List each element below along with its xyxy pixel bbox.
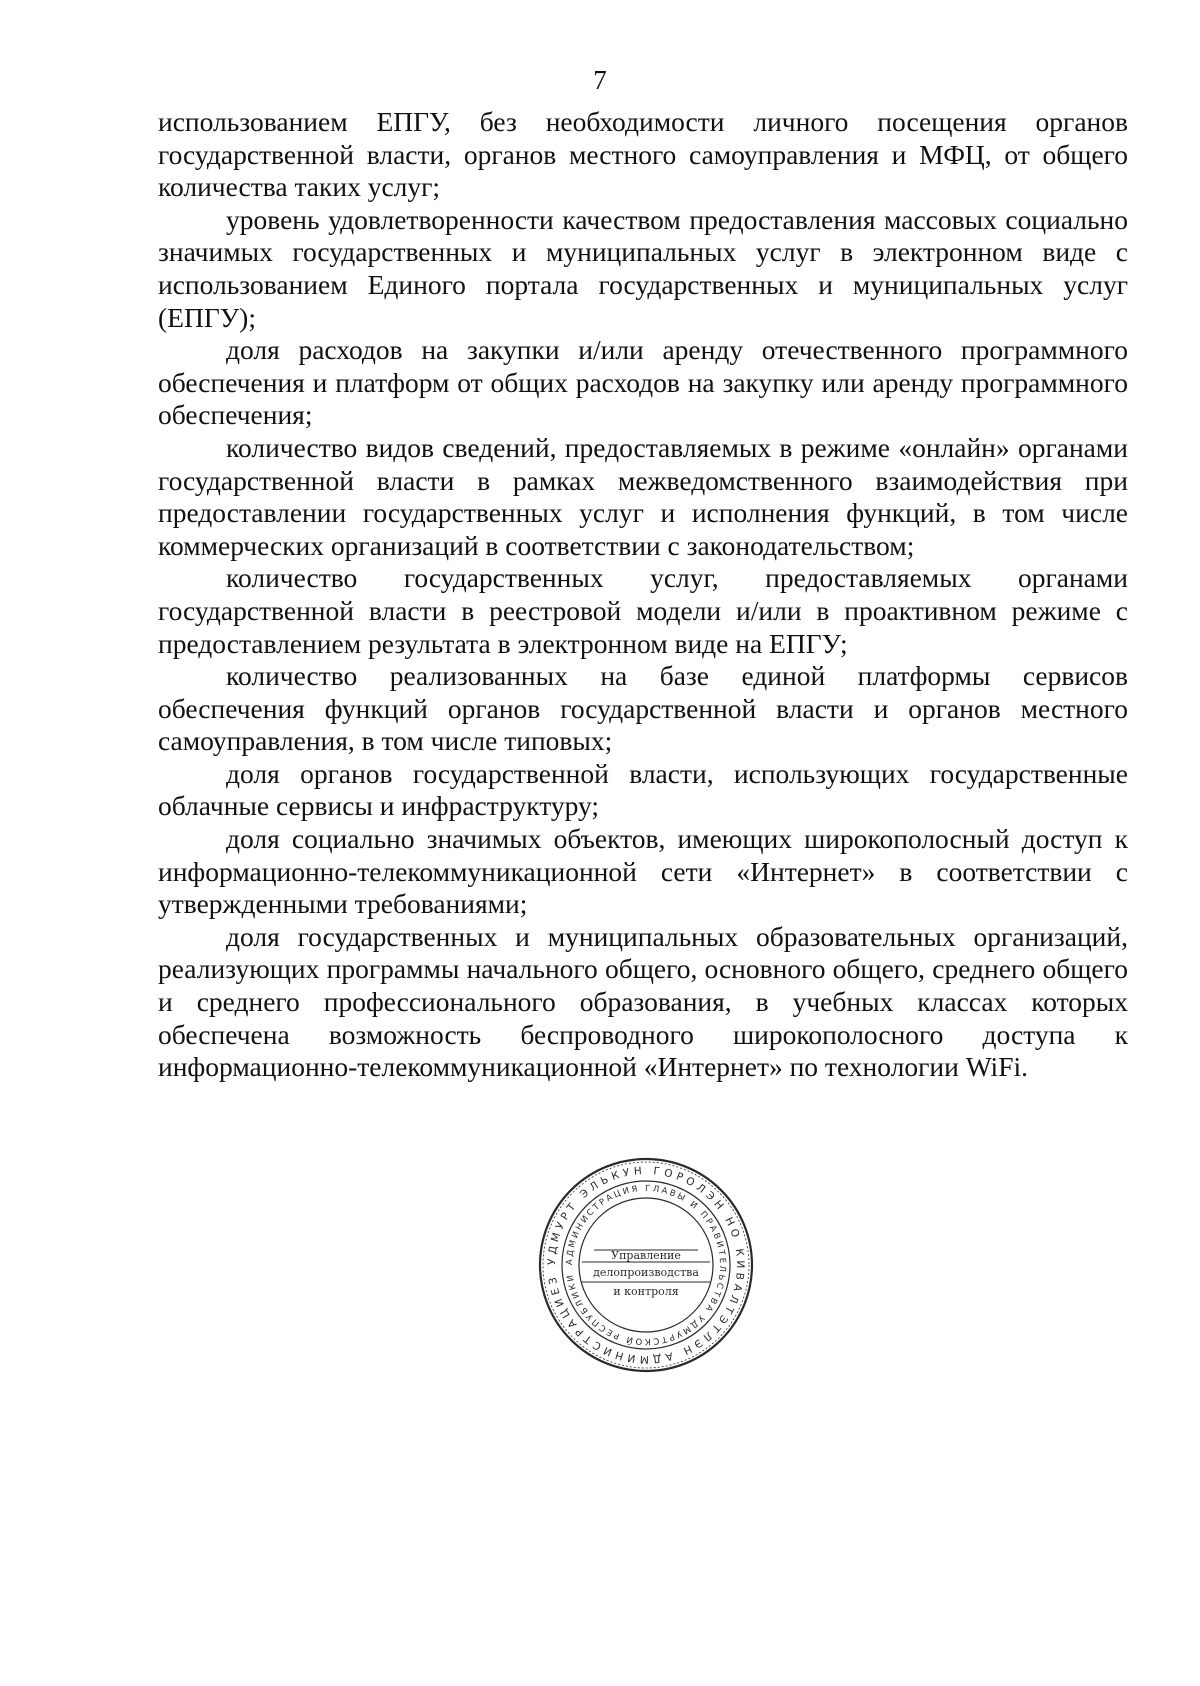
paragraph-satisfaction-level: уровень удовлетворенности качеством предоставления массовых социально значимых государственных и муниципальных услуг в электронном виде с использованием Единого портала государственных и муниципальных услуг (ЕПГУ);: [158, 203, 1128, 333]
page-number: 7: [593, 65, 607, 95]
paragraph-broadband-objects: доля социально значимых объектов, имеющих широкополосный доступ к информационно-телекоммуникационной сети «Интернет» в соответствии с утвержденными требованиями;: [158, 823, 1128, 920]
stamp-center-line-3: и контроля: [613, 1285, 679, 1298]
document-body: [158, 106, 1128, 1084]
official-stamp: [536, 1155, 756, 1375]
paragraph-cloud-services: доля органов государственной власти, использующих государственные облачные сервисы и инфраструктуру;: [158, 757, 1128, 822]
paragraph-platform-services: количество реализованных на базе единой платформы сервисов обеспечения функций органов государственной власти и органов местного самоуправления, в том числе типовых;: [158, 660, 1128, 757]
paragraph-online-information: количество видов сведений, предоставляемых в режиме «онлайн» органами государственной власти в рамках межведомственного взаимодействия при предоставлении государственных услуг и исполнения функций, в том числе коммерческих организаций в соответствии с законодательством;: [158, 431, 1128, 561]
stamp-inner-text: АДМИНИСТРАЦИЯ ГЛАВЫ И ПРАВИТЕЛЬСТВА УДМУРТСКОЙ РЕСПУБЛИКИ: [564, 1183, 728, 1347]
stamp-outer-text: УДМУРТ ЭЛЬКУН ГОРОЛЭН НО КИВАЛТЭТЛЭН АДМИНИСТРАЦИЕЗ: [545, 1164, 747, 1366]
paragraph-school-wifi: доля государственных и муниципальных образовательных организаций, реализующих программы начального общего, основного общего, среднего общего и среднего профессионального образования, в учебных классах которых обеспечена возможность беспроводного широкополосного доступа к информационно-телекоммуникационной «Интернет» по технологии WiFi.: [158, 920, 1128, 1083]
stamp-center-line-2: делопроизводства: [593, 1266, 699, 1279]
paragraph-software-expenses: доля расходов на закупки и/или аренду отечественного программного обеспечения и платформ от общих расходов на закупку или аренду программного обеспечения;: [158, 334, 1128, 431]
paragraph-continuation: использованием ЕПГУ, без необходимости личного посещения органов государственной власти, органов местного самоуправления и МФЦ, от общего количества таких услуг;: [158, 106, 1128, 203]
paragraph-registry-services: количество государственных услуг, предоставляемых органами государственной власти в реестровой модели и/или в проактивном режиме с предоставлением результата в электронном виде на ЕПГУ;: [158, 562, 1128, 659]
stamp-center-line-1: Управление: [611, 1249, 681, 1262]
